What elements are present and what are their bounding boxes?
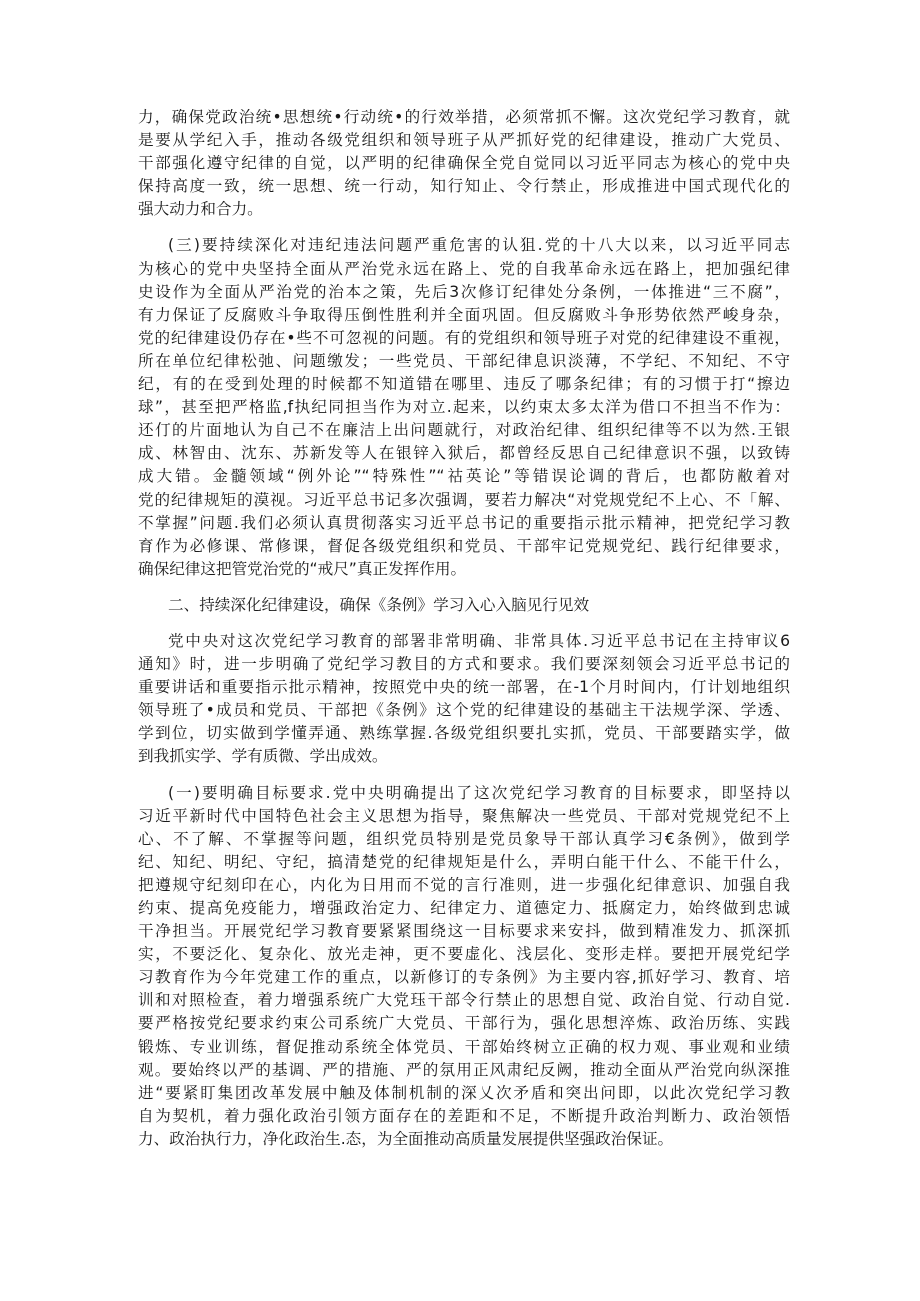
text-line: 观。要始终以严的基调、严的措施、严的氛用正风肃纪反阙，推动全面从严治党向纵深推	[138, 1060, 790, 1079]
text-line: 心、不了解、不掌握等问题，组织党员特别是党员象导干部认真学习€条例》，做到学	[138, 829, 790, 848]
text-line: 强大动力和合力。	[138, 200, 263, 219]
text-line: 通知》时，进一步明确了党纪学习教目的方式和要求。我们要深刻领会习近平总书记的	[138, 655, 790, 674]
text-line: 干净担当。开展党纪学习教育要紧紧围绕这一目标要求来安抖，做到精准发力、抓深抓	[138, 922, 790, 941]
text-line: 史设作为全面从严治党的治本之策，先后3次修订纪律处分条例，一体推进“三不腐”，	[138, 282, 790, 301]
text-line: 进“要紧盯集团改革发展中触及体制机制的深乂次矛盾和突出问即，以此次党纪学习教	[138, 1083, 790, 1102]
text-line: 要严格按党纪要求约束公司系统广大党员、干部行为，强化思想淬炼、政治历练、实践	[138, 1014, 790, 1033]
paragraph-section-2-intro	[138, 630, 790, 769]
text-line-indented: (三)要持续深化对违纪违法问题严重危害的认狙.党的十八大以来，以习近平同志	[168, 236, 790, 255]
text-line: 干部强化遵守纪律的自觉，以严明的纪律确保全党自觉同以习近平同志为核心的党中央	[138, 154, 790, 173]
text-line: 力、政治执行力，净化政治生.态，为全面推动高质量发展提供坚强政治保证。	[138, 1129, 674, 1148]
text-line: 纪、知纪、明纪、守纪，搞清楚党的纪律规矩是什么，弄明白能干什么、不能干什么，	[138, 852, 790, 871]
text-line-indented: (一)要明确目标要求.党中央明确提出了这次党纪学习教育的目标要求，即坚持以	[168, 783, 790, 802]
text-line: 不掌握”问题.我们必须认真贯彻落实习近平总书记的重要指示批示精神，把党纪学习教	[138, 513, 790, 532]
text-line: 党的纪律建设仍存在•些不可忽视的问题。有的党组织和领导班子对党的纪律建设不重视，	[138, 328, 790, 347]
text-line: 到我抓实学、学有质微、学出成效。	[138, 747, 388, 766]
text-line: 约束、提高免疫能力，增强政治定力、纪律定力、道德定力、抵腐定力，始终做到忠诚	[138, 899, 790, 917]
text-line: 为核心的党中央坚持全面从严治党永远在路上、党的自我革命永远在路上，把加强纪律	[138, 259, 790, 278]
document-body	[138, 106, 790, 1164]
text-line: 实，不要泛化、复杂化、放光走神，更不要虚化、浅层化、变形走样。要把开展党纪学	[138, 945, 790, 964]
paragraph-continuation	[138, 106, 790, 221]
text-line: 成大错。金髓领域“例外论”“特殊性”“祜英论”等错误论调的背后，也都防敝着对	[138, 467, 790, 486]
text-line: 成、林智由、沈东、苏新发等人在银锌入狱后，都曾经反思自己纪律意识不强，以致铸	[138, 444, 790, 463]
text-line: 所在单位纪律松弛、问题缴发；一些党员、干部纪律息识淡薄，不学纪、不知纪、不守	[138, 351, 790, 370]
text-line: 习教育作为今年党建工作的重点，以新修订的专条例》为主要内容,抓好学习、教育、培	[138, 968, 790, 987]
text-line: 把遵规守纪刻印在心，内化为日用而不觉的言行准则，进一步强化纪律意识、加强自我	[138, 875, 790, 894]
text-line: 有力保证了反腐败斗争取得压倒性胜利并全面巩固。但反腐败斗争形势依然严峻身杂，	[138, 305, 790, 324]
text-line: 训和对照检查，着力增强系统广大党珏干部令行禁止的思想自觉、政治自觉、行动自觉.	[138, 991, 790, 1010]
text-line: 重要讲话和重要指示批示精神，按照党中央的统一部署，在-1个月时间内，仃计划地组织	[138, 678, 790, 697]
text-line: 自为契机，着力强化政治引领方面存在的差距和不足，不断提升政治判断力、政治领悟	[138, 1106, 790, 1125]
text-line: 学到位，切实做到学懂弄通、熟练掌握.各级党组织要扎实抓，党员、干部要踏实学，做	[138, 724, 790, 743]
section-heading: 二、持续深化纪律建设，确保《条例》学习入心入脑见行见效	[168, 595, 590, 614]
text-line-indented: 党中央对这次党纪学习教育的部署非常明确、非常具体.习近平总书记在主持审议6	[168, 631, 790, 650]
paragraph-subsection-1	[138, 782, 790, 1152]
text-line: 是要从学纪入手，推动各级党组织和领导班子从严抓好党的纪律建设，推动广大党员、	[138, 131, 790, 150]
text-line: 球”，甚至把严格监,f执纪同担当作为对立.起来，以约束太多太洋为借口不担当不作为：	[138, 398, 790, 417]
text-line: 习近平新时代中国特色社会主义思想为指导，聚焦解决一些党员、干部对党规党纪不上	[138, 806, 790, 825]
text-line: 力，确保党政治统•思想统•行动统•的行效举措，必须常抓不懈。这次党纪学习教育，就	[138, 108, 790, 126]
text-line: 育作为必修课、常修课，督促各级党组织和党员、干部牢记党规党纪、践行纪律要求，	[138, 536, 790, 555]
paragraph-section-3	[138, 234, 790, 580]
text-line: 还仃的片面地认为自己不在廉洁上出问题就行，对政治纪律、组织纪律等不以为然.王银	[138, 421, 790, 440]
text-line: 党的纪律规矩的漠视。习近平总书记多次强调，要若力解决“对党规党纪不上心、不「解、	[138, 490, 790, 509]
text-line: 锻炼、专业训练，督促推动系统全体党员、干部始终树立正确的权力观、事业观和业绩	[138, 1037, 790, 1056]
text-line: 确保纪律这把管党治党的“戒尺”真正发挥作用。	[138, 559, 467, 578]
text-line: 纪，有的在受到处理的时候都不知道错在哪里、违反了哪条纪律；有的习惯于打“擦边	[138, 375, 790, 394]
text-line: 保持高度一致，统一思想、统一行动，知行知止、令行禁止，形成推进中国式现代化的	[138, 177, 790, 196]
text-line: 领导班了•成员和党员、干部把《条例》这个党的纪律建设的基础主干法规学深、学透、	[138, 701, 790, 720]
